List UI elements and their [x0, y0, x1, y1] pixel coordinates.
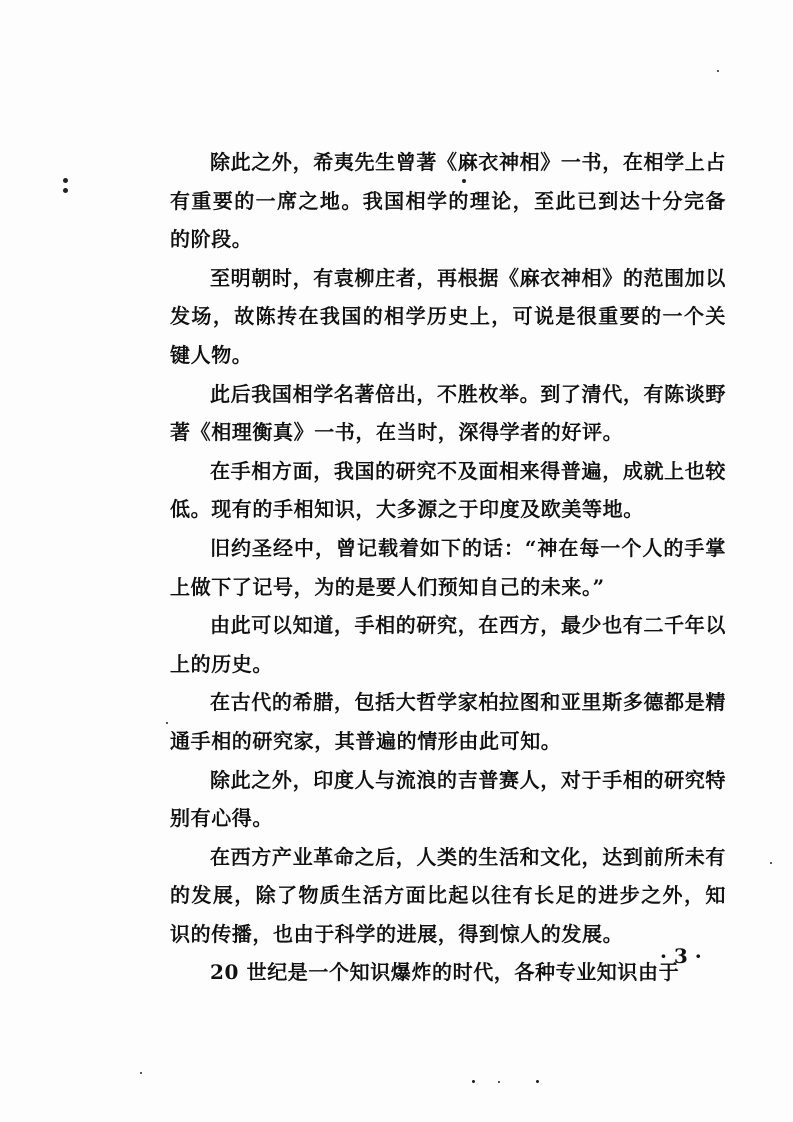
paragraph: 20 世纪是一个知识爆炸的时代，各种专业知识由于: [210, 960, 680, 985]
paragraph: 在古代的希腊，包括大哲学家柏拉图和亚里斯多德都是精通手相的研究家，其普遍的情形由此可知。: [170, 690, 726, 753]
scan-speck: [140, 1072, 142, 1074]
body-text: [170, 143, 726, 992]
paragraph: 由此可以知道，手相的研究，在西方，最少也有二千年以上的历史。: [170, 613, 726, 676]
scan-speck: [63, 178, 68, 183]
paragraph: 至明朝时，有袁柳庄者，再根据《麻衣神相》的范围加以发场，故陈抟在我国的相学历史上，可说是很重要的一个关键人物。: [170, 265, 726, 367]
scan-speck: [472, 1080, 475, 1083]
scan-speck: [166, 722, 168, 724]
paragraph: 除此之外，印度人与流浪的吉普赛人，对于手相的研究特别有心得。: [170, 767, 726, 831]
scan-speck: [770, 862, 772, 864]
scan-speck: [498, 1081, 500, 1083]
page-number: · 3 ·: [660, 944, 702, 968]
scan-speck: [63, 188, 68, 193]
paragraph: 除此之外，希夷先生曾著《麻衣神相》一书，在相学上占有重要的一席之地。我国相学的理论，至此已到达十分完备的阶段。: [170, 150, 726, 252]
paragraph: 在手相方面，我国的研究不及面相来得普遍，成就上也较低。现有的手相知识，大多源之于印度及欧美等地。: [170, 458, 726, 522]
paragraph: 在西方产业革命之后，人类的生活和文化，达到前所未有的发展，除了物质生活方面比起以往有长足的进步之外，知识的传播，也由于科学的进展，得到惊人的发展。: [170, 844, 726, 946]
scan-speck: [717, 70, 719, 72]
paragraph: 旧约圣经中，曾记载着如下的话：“神在每一个人的手掌上做下了记号，为的是要人们预知自己的未来。”: [170, 535, 726, 599]
paragraph: 此后我国相学名著倍出，不胜枚举。到了清代，有陈谈野著《相理衡真》一书，在当时，深得学者的好评。: [170, 381, 726, 445]
scan-speck: [536, 1080, 539, 1083]
